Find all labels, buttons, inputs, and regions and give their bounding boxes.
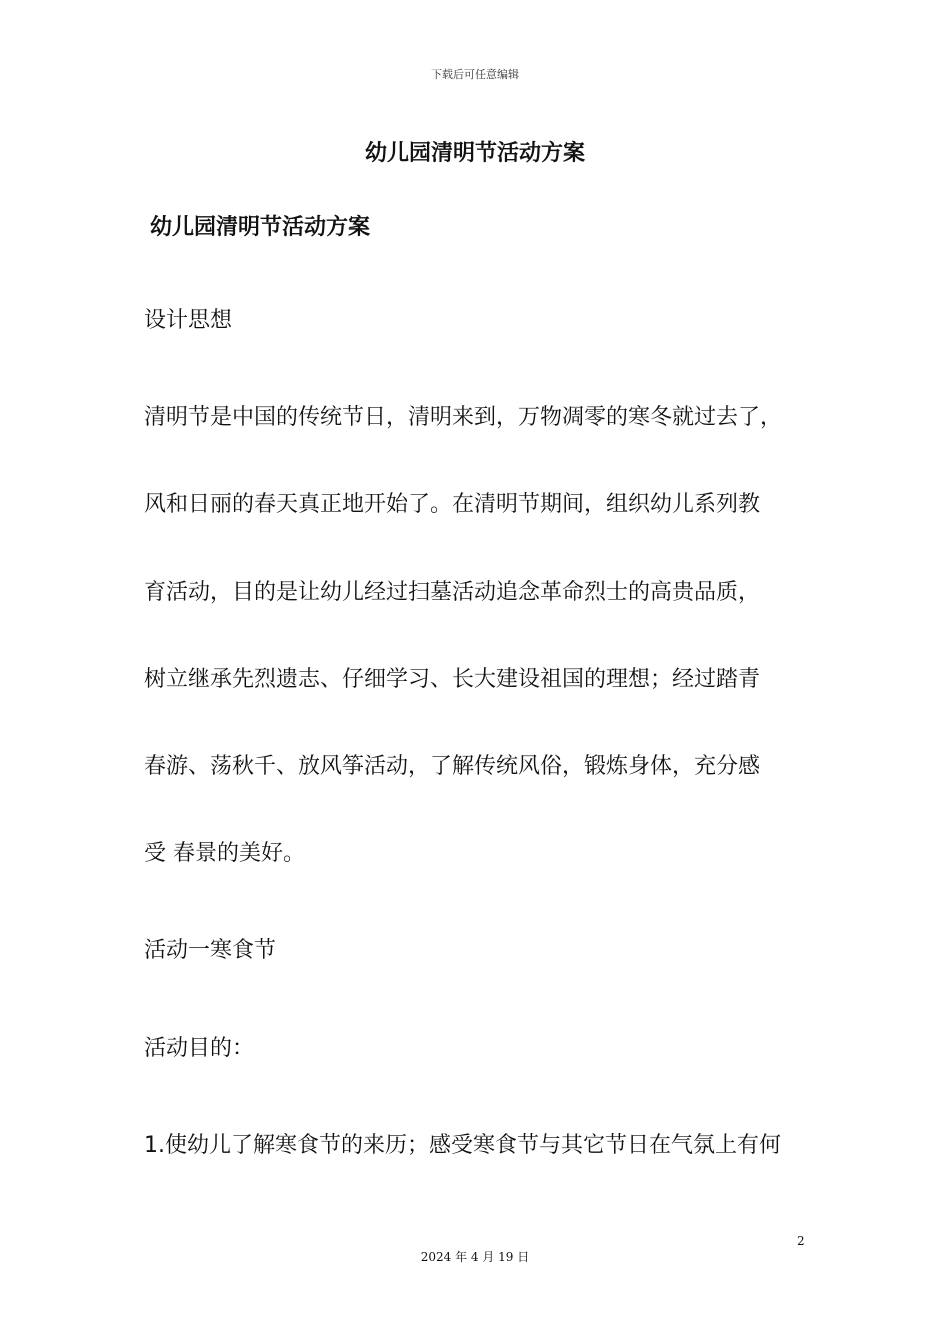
paragraph-line: 树立继承先烈遗志、仔细学习、长大建设祖国的理想；经过踏青: [144, 667, 761, 692]
paragraph-line: 风和日丽的春天真正地开始了。在清明节期间，组织幼儿系列教: [144, 492, 761, 517]
heading-activity-goal: 活动目的：: [144, 1036, 255, 1061]
section-title: 幼儿园清明节活动方案: [150, 215, 371, 240]
heading-design-idea: 设计思想: [144, 308, 233, 333]
paragraph-line: 育活动，目的是让幼儿经过扫墓活动追念革命烈士的高贵品质，: [144, 580, 761, 605]
page-number: 2: [797, 1234, 805, 1248]
heading-activity-one: 活动一寒食节: [144, 938, 277, 963]
paragraph-line: 受 春景的美好。: [144, 841, 305, 866]
document-title: 幼儿园清明节活动方案: [364, 141, 585, 166]
paragraph-line: 清明节是中国的传统节日，清明来到，万物凋零的寒冬就过去了，: [144, 405, 783, 430]
header-note: 下载后可任意编辑: [431, 68, 519, 81]
list-item: 1.使幼儿了解寒食节的来历；感受寒食节与其它节日在气氛上有何: [144, 1133, 781, 1158]
paragraph-line: 春游、荡秋千、放风筝活动，了解传统风俗，锻炼身体，充分感: [144, 754, 761, 779]
footer-date: 2024 年 4 月 19 日: [420, 1250, 530, 1264]
